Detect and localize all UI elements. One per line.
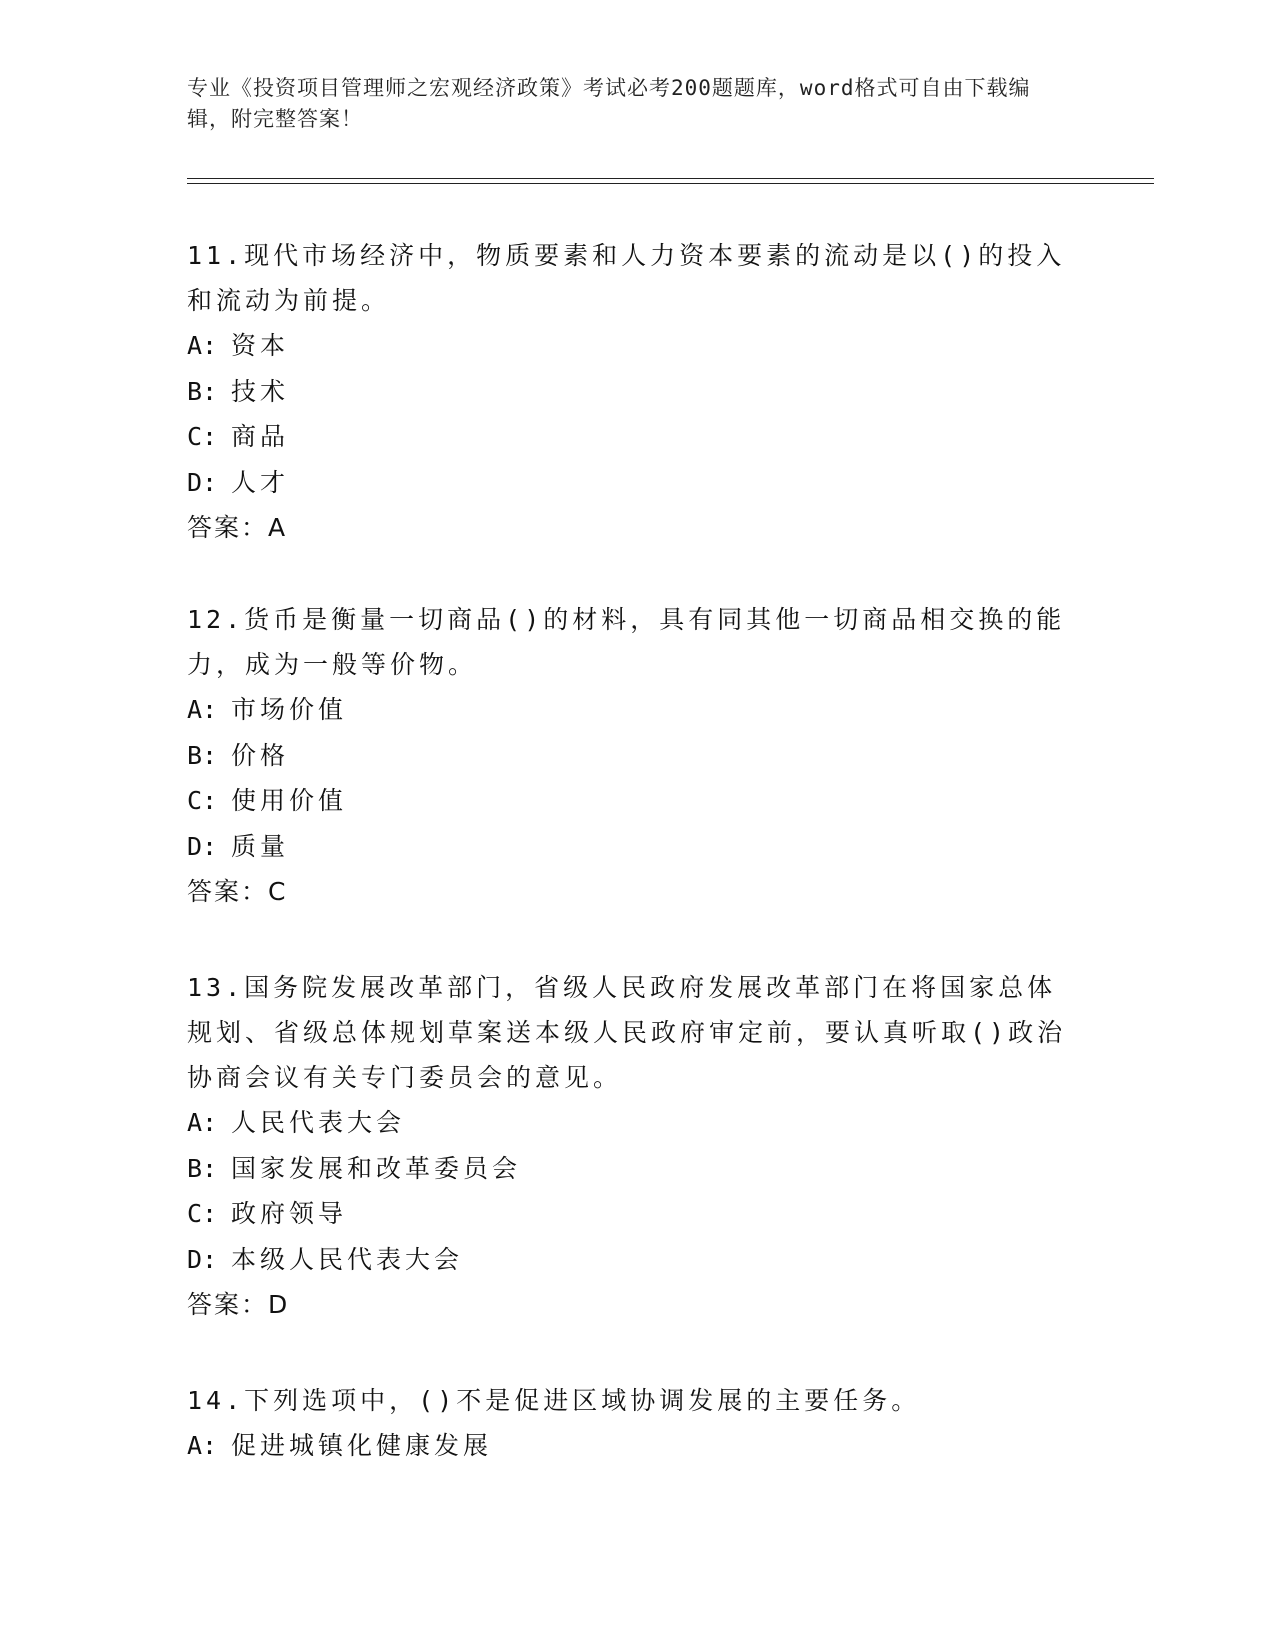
question-text: 11.现代市场经济中，物质要素和人力资本要素的流动是以()的投入和流动为前提。 — [187, 241, 1066, 315]
answer-line: 答案：C — [187, 877, 288, 906]
option-letter: A: — [187, 695, 218, 724]
option-text: 国家发展和改革委员会 — [231, 1153, 522, 1183]
option-letter: A: — [187, 1108, 218, 1137]
option-text: 政府领导 — [231, 1199, 348, 1228]
option-a — [187, 1423, 1067, 1469]
option-text: 使用价值 — [231, 786, 348, 815]
header-divider-top — [187, 178, 1154, 179]
option-letter: D: — [187, 467, 218, 497]
header-divider-bottom — [187, 183, 1154, 184]
option-d — [187, 824, 1067, 870]
option-text: 质量 — [231, 831, 290, 861]
option-text: 价格 — [231, 740, 290, 770]
option-text: 资本 — [231, 331, 290, 360]
option-text: 人民代表大会 — [231, 1108, 406, 1137]
option-c — [187, 1191, 1067, 1237]
option-text: 商品 — [231, 422, 290, 451]
option-letter: C: — [187, 1199, 218, 1228]
option-letter: C: — [187, 786, 218, 815]
option-letter: B: — [187, 740, 218, 770]
option-letter: B: — [187, 376, 218, 406]
option-b — [187, 369, 1067, 415]
question-12 — [187, 597, 1067, 914]
question-14 — [187, 1378, 1067, 1469]
option-a — [187, 323, 1067, 369]
option-c — [187, 414, 1067, 460]
question-13 — [187, 965, 1067, 1327]
option-letter: D: — [187, 1244, 218, 1274]
option-text: 人才 — [231, 467, 290, 497]
option-d — [187, 460, 1067, 506]
answer-line: 答案：D — [187, 1290, 290, 1319]
option-b — [187, 1146, 1067, 1192]
question-text: 12.货币是衡量一切商品()的材料，具有同其他一切商品相交换的能力，成为一般等价物。 — [187, 605, 1066, 679]
option-letter: C: — [187, 422, 218, 451]
option-letter: B: — [187, 1153, 218, 1183]
option-letter: A: — [187, 331, 218, 360]
option-text: 本级人民代表大会 — [231, 1244, 464, 1274]
option-text: 技术 — [231, 376, 290, 406]
option-b — [187, 733, 1067, 779]
option-text: 促进城镇化健康发展 — [231, 1431, 493, 1460]
question-text: 14.下列选项中，()不是促进区域协调发展的主要任务。 — [187, 1386, 921, 1415]
answer-line: 答案：A — [187, 513, 288, 542]
question-text: 13.国务院发展改革部门，省级人民政府发展改革部门在将国家总体规划、省级总体规划草案送本级人民政府审定前，要认真听取()政治协商会议有关专门委员会的意见。 — [187, 973, 1067, 1092]
question-11 — [187, 233, 1067, 550]
option-c — [187, 778, 1067, 824]
option-letter: D: — [187, 831, 218, 861]
option-a — [187, 687, 1067, 733]
option-a — [187, 1100, 1067, 1146]
option-letter: A: — [187, 1431, 218, 1460]
option-text: 市场价值 — [231, 695, 348, 724]
document-header: 专业《投资项目管理师之宏观经济政策》考试必考200题题库，word格式可自由下载编辑，附完整答案！ — [187, 76, 1031, 131]
option-d — [187, 1237, 1067, 1283]
